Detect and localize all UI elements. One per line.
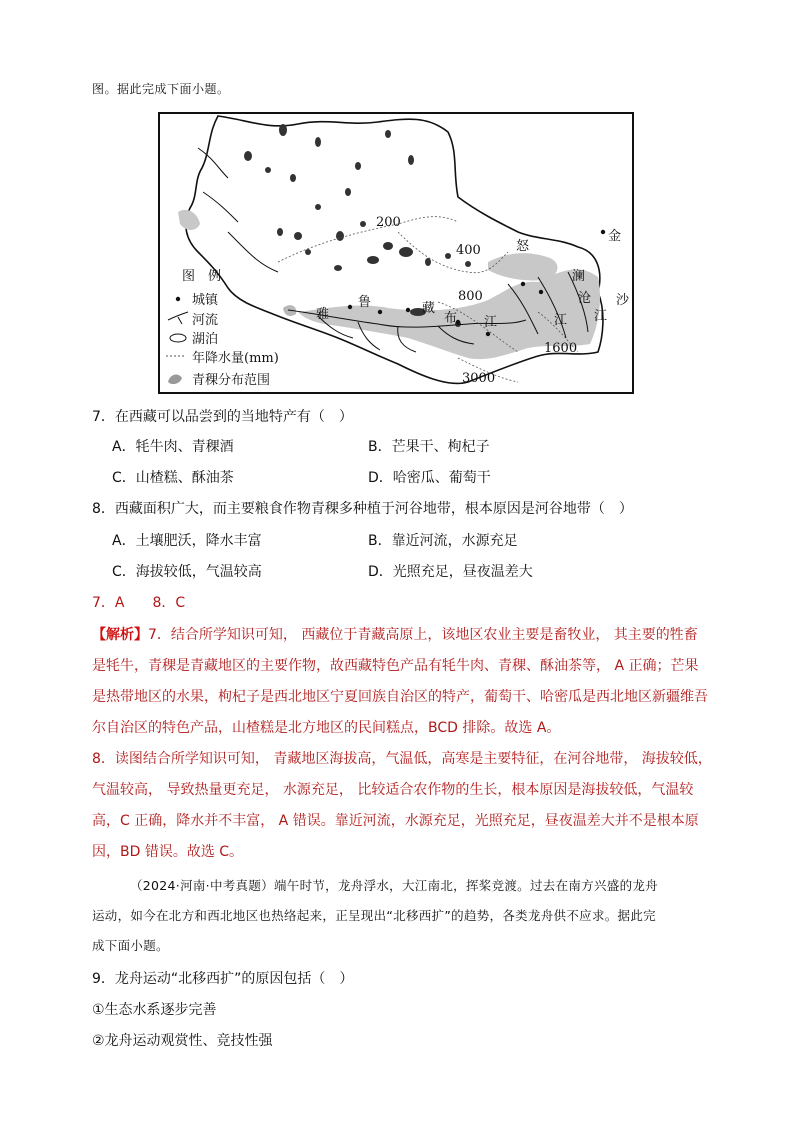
isohyet-label-3000: 3000 xyxy=(462,371,496,386)
isohyet-label-800: 800 xyxy=(458,289,483,304)
analysis-line: 因，BD 错误。故选 C。 xyxy=(92,844,244,860)
isohyet-label-200: 200 xyxy=(376,215,401,230)
passage-line: 成下面小题。 xyxy=(92,938,169,953)
analysis-line: 尔自治区的特色产品，山楂糕是北方地区的民间糕点，BCD 排除。故选 A。 xyxy=(92,720,561,736)
q9-statement-1: ①生态水系逐步完善 xyxy=(92,1002,217,1018)
q8-option-b: B．靠近河流，水源充足 xyxy=(368,533,518,549)
legend-river: 河流 xyxy=(192,313,219,328)
tibet-map-figure xyxy=(158,112,634,394)
q8-option-a: A．土壤肥沃，降水丰富 xyxy=(112,533,262,549)
analysis-line: 高，C 正确，降水并不丰富， A 错误。靠近河流，水源充足，光照充足，昼夜温差大并不是根本原 xyxy=(92,813,699,829)
q7-option-d: D．哈密瓜、葡萄干 xyxy=(368,470,491,486)
legend-title: 图 例 xyxy=(182,269,222,284)
river-label-lu: 鲁 xyxy=(358,295,372,310)
river-label-nu: 怒 xyxy=(516,239,530,254)
q8-option-c: C．海拔较低，气温较高 xyxy=(112,564,262,580)
river-label-sha: 沙 xyxy=(616,293,630,308)
isohyet-label-400: 400 xyxy=(456,243,481,258)
legend-barley: 青稞分布范围 xyxy=(192,373,271,388)
passage-source: （2024·河南·中考真题） xyxy=(130,878,274,893)
q7-option-a: A．牦牛肉、青稞酒 xyxy=(112,439,234,455)
analysis-line: 是热带地区的水果，枸杞子是西北地区宁夏回族自治区的特产，葡萄干、哈密瓜是西北地区新疆维吾 xyxy=(92,689,708,705)
q8-option-d: D．光照充足，昼夜温差大 xyxy=(368,564,533,580)
intro-text: 图。据此完成下面小题。 xyxy=(92,82,230,96)
passage-line: 运动，如今在北方和西北地区也热络起来，正呈现出“北移西扩”的趋势，各类龙舟供不应求。据此完 xyxy=(92,908,656,923)
answer-key: 7．A 8．C xyxy=(92,595,186,611)
analysis-tag: 【解析】 xyxy=(92,627,148,643)
isohyet-label-1600: 1600 xyxy=(544,341,578,356)
passage-line: 端午时节，龙舟浮水，大江南北，挥桨竞渡。过去在南方兴盛的龙舟 xyxy=(273,878,658,893)
river-label-ya: 雅 xyxy=(316,307,330,322)
river-label-jin: 金 xyxy=(608,229,622,244)
river-label-lan: 澜 xyxy=(572,269,586,284)
legend-lake: 湖泊 xyxy=(192,332,219,347)
q7-stem: 7．在西藏可以品尝到的当地特产有（ ） xyxy=(92,409,353,425)
river-label-cang: 沧 xyxy=(578,291,592,306)
river-label-jiang2: 江 xyxy=(554,313,568,328)
river-label-jiang: 江 xyxy=(484,315,498,330)
river-label-zang: 藏 xyxy=(422,301,436,316)
river-label-bu: 布 xyxy=(444,311,458,326)
analysis-line: 7．结合所学知识可知， 西藏位于青藏高原上，该地区农业主要是畜牧业， 其主要的牲畜 xyxy=(148,627,698,643)
legend-isohyet: 年降水量(mm) xyxy=(192,351,279,366)
q9-stem: 9．龙舟运动“北移西扩”的原因包括（ ） xyxy=(92,971,354,987)
analysis-line: 8．读图结合所学知识可知， 青藏地区海拔高，气温低，高寒是主要特征，在河谷地带， 海拔较低， xyxy=(92,751,712,767)
river-label-jiang3: 江 xyxy=(594,309,608,324)
q9-statement-2: ②龙舟运动观赏性、竞技性强 xyxy=(92,1033,273,1049)
q7-option-b: B．芒果干、枸杞子 xyxy=(368,439,490,455)
q8-stem: 8．西藏面积广大，而主要粮食作物青稞多种植于河谷地带，根本原因是河谷地带（ ） xyxy=(92,501,633,517)
analysis-line: 气温较高， 导致热量更充足， 水源充足， 比较适合农作物的生长，根本原因是海拔较低，气温较 xyxy=(92,782,694,798)
analysis-line: 是牦牛，青稞是青藏地区的主要作物，故西藏特色产品有牦牛肉、青稞、酥油茶等， A 正确；芒果 xyxy=(92,658,699,674)
legend-town: 城镇 xyxy=(192,293,219,308)
q7-option-c: C．山楂糕、酥油茶 xyxy=(112,470,234,486)
